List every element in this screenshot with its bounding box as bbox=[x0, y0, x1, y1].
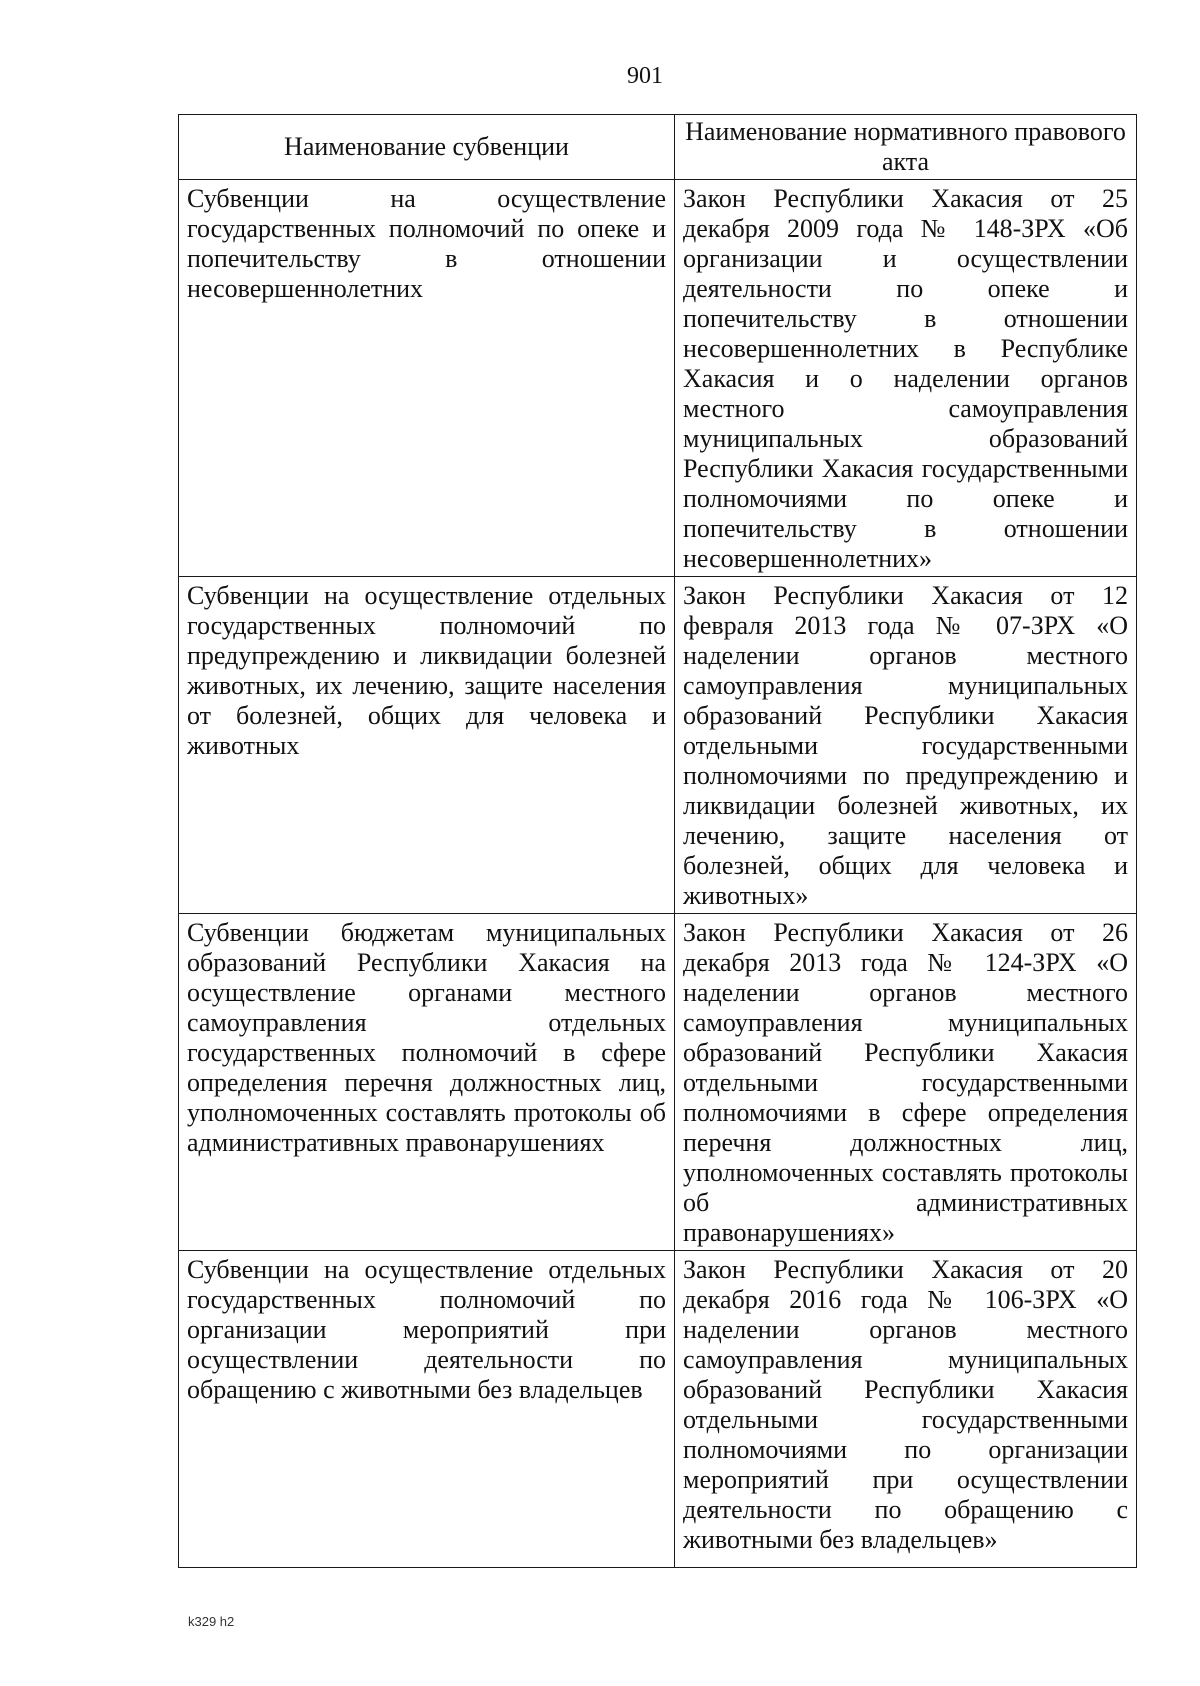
subvention-text: Субвенции на осуществление отдельных государственных полномочий по организации мероприятий при осуществлении деятельности по обращению с животными без владельцев bbox=[187, 1255, 666, 1404]
subvention-cell bbox=[179, 577, 675, 914]
subventions-table bbox=[178, 114, 1137, 1568]
subvention-cell bbox=[179, 1251, 675, 1568]
subvention-text: Субвенции бюджетам муниципальных образований Республики Хакасия на осуществление органами местного самоуправления отдельных государственных полномочий в сфере определения перечня должностных лиц, уполномоченных составлять протоколы об административных правонарушениях bbox=[187, 918, 666, 1157]
legal-act-cell bbox=[675, 1251, 1137, 1568]
subvention-cell bbox=[179, 914, 675, 1251]
footer-document-code: k329 h2 bbox=[188, 1614, 235, 1629]
page-number: 901 bbox=[627, 63, 663, 89]
legal-act-cell bbox=[675, 577, 1137, 914]
legal-act-cell bbox=[675, 180, 1137, 577]
header-legal-act-name: Наименование нормативного правового акта bbox=[675, 115, 1137, 180]
subvention-text: Субвенции на осуществление отдельных государственных полномочий по предупреждению и ликвидации болезней животных, их лечению, защите населения от болезней, общих для человека и животных bbox=[187, 581, 666, 760]
legal-act-cell bbox=[675, 914, 1137, 1251]
legal-act-text: Закон Республики Хакасия от 20 декабря 2016 года № 106-ЗРХ «О наделении органов местного самоуправления муниципальных образований Республики Хакасия отдельными государственными полномочиями по организации мероприятий при осуществлении деятельности по обращению с животными без владельцев» bbox=[683, 1255, 1128, 1554]
table-row bbox=[179, 577, 1137, 914]
legal-act-text: Закон Республики Хакасия от 26 декабря 2013 года № 124-ЗРХ «О наделении органов местного самоуправления муниципальных образований Республики Хакасия отдельными государственными полномочиями в сфере определения перечня должностных лиц, уполномоченных составлять протоколы об административных правонарушениях» bbox=[683, 918, 1128, 1247]
legal-act-text: Закон Республики Хакасия от 12 февраля 2013 года № 07-ЗРХ «О наделении органов местного самоуправления муниципальных образований Республики Хакасия отдельными государственными полномочиями по предупреждению и ликвидации болезней животных, их лечению, защите населения от болезней, общих для человека и животных» bbox=[683, 581, 1128, 910]
header-subvention-name: Наименование субвенции bbox=[179, 115, 675, 180]
table-header-row bbox=[179, 115, 1137, 180]
table-row bbox=[179, 914, 1137, 1251]
subvention-cell bbox=[179, 180, 675, 577]
legal-act-text: Закон Республики Хакасия от 25 декабря 2009 года № 148-ЗРХ «Об организации и осуществлении деятельности по опеке и попечительству в отношении несовершеннолетних в Республике Хакасия и о наделении органов местного самоуправления муниципальных образований Республики Хакасия государственными полномочиями по опеке и попечительству в отношении несовершеннолетних» bbox=[683, 184, 1128, 573]
table-row bbox=[179, 180, 1137, 577]
table-row bbox=[179, 1251, 1137, 1568]
subvention-text: Субвенции на осуществление государственных полномочий по опеке и попечительству в отношении несовершеннолетних bbox=[187, 184, 666, 303]
